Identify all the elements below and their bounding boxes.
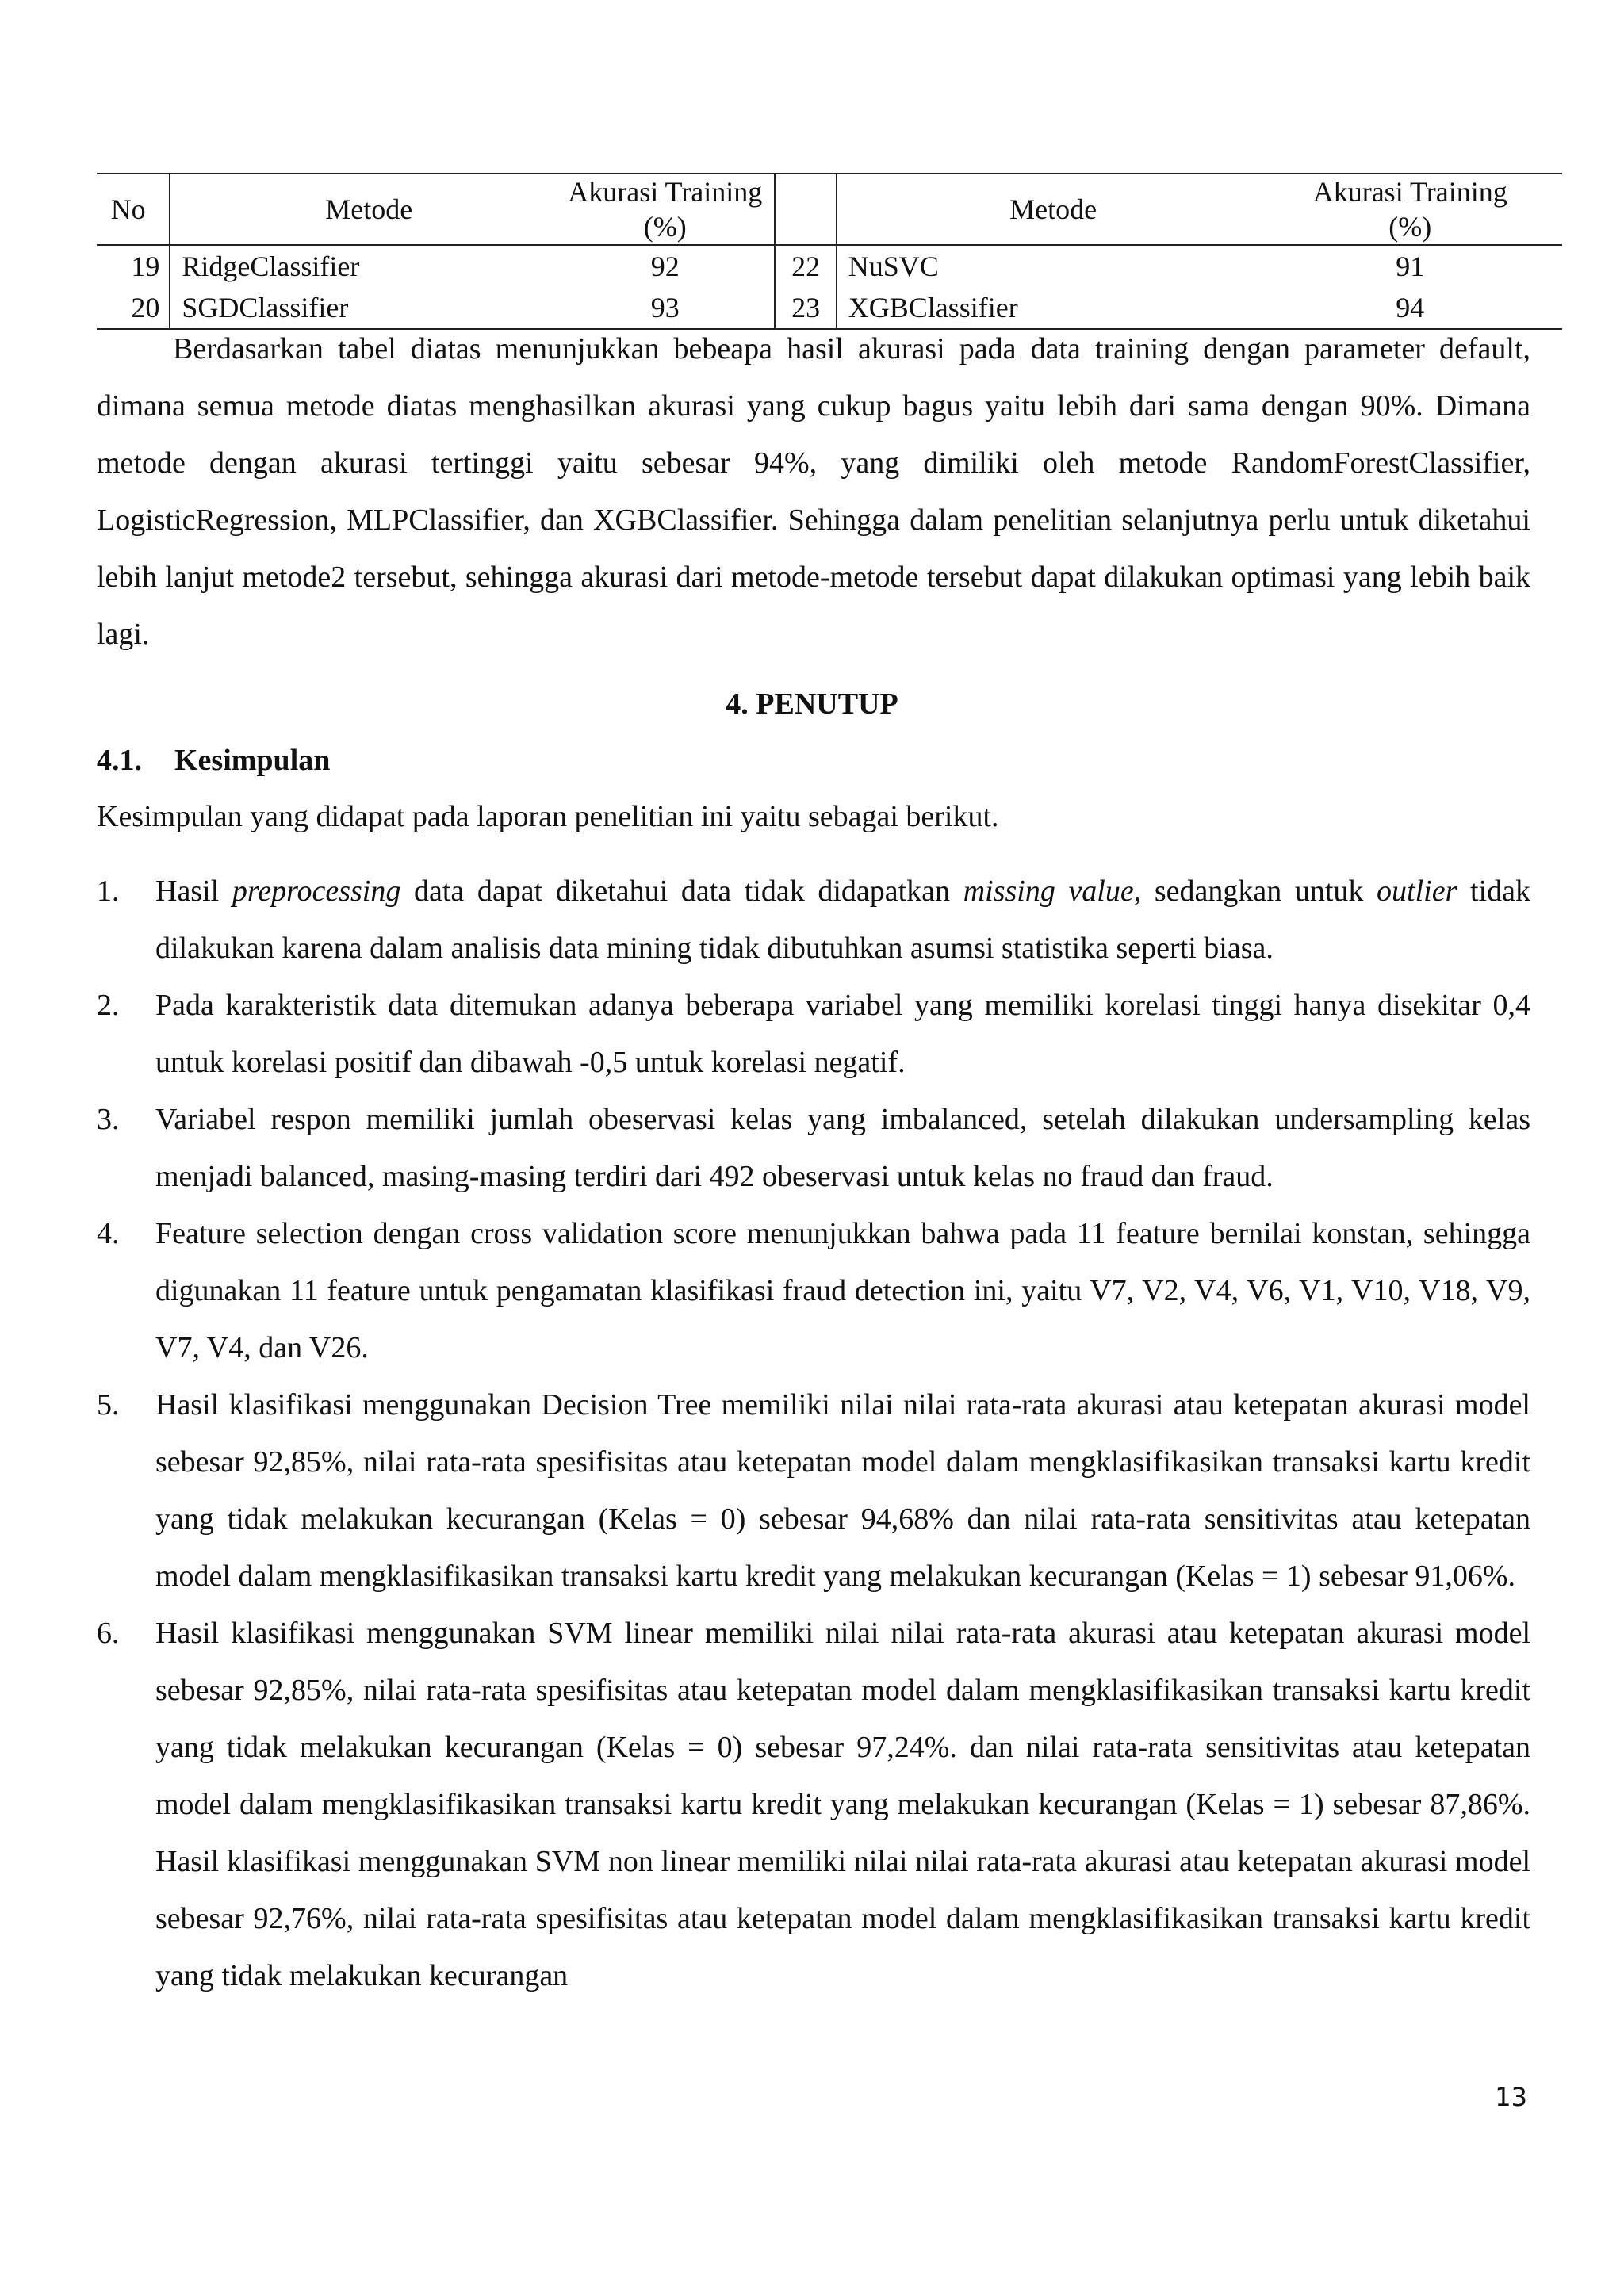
list-item: [97, 977, 1530, 1091]
cell-accuracy: 92: [650, 251, 680, 282]
list-text: Hasil klasifikasi menggunakan SVM linear memiliki nilai nilai rata-rata akurasi atau ketepatan akurasi model sebesar 92,85%, nilai rata-rata spesifisitas atau ketepatan model dalam mengklasifikasikan transaksi kartu kredit yang tidak melakukan kecurangan (Kelas = 0) sebesar 97,24%. dan nilai rata-rata sensitivitas atau ketepatan model dalam mengklasifikasikan transaksi kartu kredit yang melakukan kecurangan (Kelas = 1) sebesar 87,86%. Hasil klasifikasi menggunakan SVM non linear memiliki nilai nilai rata-rata akurasi atau ketepatan akurasi model sebesar 92,76%, nilai rata-rata spesifisitas atau ketepatan model dalam mengklasifikasikan transaksi kartu kredit yang tidak melakukan kecurangan: [155, 1617, 1530, 1992]
subsection-heading: [97, 732, 330, 789]
list-number: 4.: [97, 1217, 120, 1250]
list-item: [97, 1091, 1530, 1205]
header-method: Metode: [170, 174, 556, 245]
list-number: 1.: [97, 874, 120, 908]
subsection-title: Kesimpulan: [174, 744, 331, 777]
table-header-row: [97, 174, 1562, 245]
list-text: Hasil preprocessing data dapat diketahui data tidak didapatkan missing value, sedangkan untuk outlier tidak dilakukan karena dalam analisis data mining tidak dibutuhkan asumsi statistika seperti biasa.: [155, 874, 1530, 965]
list-item: [97, 1376, 1530, 1605]
cell-method-2: NuSVC: [837, 245, 1258, 287]
cell-no-2: 23: [775, 287, 836, 329]
list-item: [97, 1605, 1530, 2004]
list-text: Hasil klasifikasi menggunakan Decision Tree memiliki nilai nilai rata-rata akurasi atau ketepatan akurasi model sebesar 92,85%, nilai rata-rata spesifisitas atau ketepatan model dalam mengklasifikasikan transaksi kartu kredit yang tidak melakukan kecurangan (Kelas = 0) sebesar 94,68% dan nilai rata-rata sensitivitas atau ketepatan model dalam mengklasifikasikan transaksi kartu kredit yang melakukan kecurangan (Kelas = 1) sebesar 91,06%.: [155, 1388, 1530, 1593]
header-accuracy2-line2: (%): [1388, 211, 1432, 243]
training-accuracy-table: [97, 173, 1562, 330]
header-no: No: [110, 193, 146, 225]
cell-accuracy-2: 94: [1396, 292, 1425, 323]
list-number: 2.: [97, 989, 120, 1022]
list-text: Pada karakteristik data ditemukan adanya beberapa variabel yang memiliki korelasi tinggi hanya disekitar 0,4 untuk korelasi positif dan dibawah -0,5 untuk korelasi negatif.: [155, 989, 1530, 1079]
list-number: 3.: [97, 1103, 120, 1136]
list-number: 6.: [97, 1617, 120, 1650]
header-accuracy-line2: (%): [643, 211, 687, 243]
cell-no: 20: [131, 292, 160, 323]
header-no-2: [775, 174, 836, 245]
cell-method: SGDClassifier: [170, 287, 556, 329]
table-row: [97, 245, 1562, 287]
header-accuracy: [556, 174, 775, 245]
header-accuracy-2: [1258, 174, 1562, 245]
conclusion-intro: Kesimpulan yang didapat pada laporan penelitian ini yaitu sebagai berikut.: [97, 800, 999, 833]
cell-no-2: 22: [775, 245, 836, 287]
cell-method-2: XGBClassifier: [837, 287, 1258, 329]
cell-accuracy-2: 91: [1396, 251, 1425, 282]
header-accuracy-line1: Akurasi Training: [568, 176, 763, 208]
page-number: 13: [1495, 2082, 1527, 2112]
cell-no: 19: [131, 251, 160, 282]
list-text: Feature selection dengan cross validation score menunjukkan bahwa pada 11 feature bernilai konstan, sehingga digunakan 11 feature untuk pengamatan klasifikasi fraud detection ini, yaitu V7, V2, V4, V6, V1, V10, V18, V9, V7, V4, dan V26.: [155, 1217, 1530, 1364]
list-text: Variabel respon memiliki jumlah obeservasi kelas yang imbalanced, setelah dilakukan undersampling kelas menjadi balanced, masing-masing terdiri dari 492 obeservasi untuk kelas no fraud dan fraud.: [155, 1103, 1530, 1193]
header-accuracy2-line1: Akurasi Training: [1312, 176, 1507, 208]
cell-accuracy: 93: [650, 292, 680, 323]
list-number: 5.: [97, 1388, 120, 1422]
list-item: [97, 863, 1530, 977]
section-heading: 4. PENUTUP: [726, 687, 898, 721]
results-paragraph: Berdasarkan tabel diatas menunjukkan bebeapa hasil akurasi pada data training dengan parameter default, dimana semua metode diatas menghasilkan akurasi yang cukup bagus yaitu lebih dari sama dengan 90%. Dimana metode dengan akurasi tertinggi yaitu sebesar 94%, yang dimiliki oleh metode RandomForestClassifier, LogisticRegression, MLPClassifier, dan XGBClassifier. Sehingga dalam penelitian selanjutnya perlu untuk diketahui lebih lanjut metode2 tersebut, sehingga akurasi dari metode-metode tersebut dapat dilakukan optimasi yang lebih baik lagi.: [97, 332, 1530, 651]
list-item: [97, 1205, 1530, 1376]
header-method-2: Metode: [837, 174, 1258, 245]
subsection-number: 4.1.: [97, 744, 142, 777]
conclusion-list: [97, 863, 1530, 2004]
cell-method: RidgeClassifier: [170, 245, 556, 287]
